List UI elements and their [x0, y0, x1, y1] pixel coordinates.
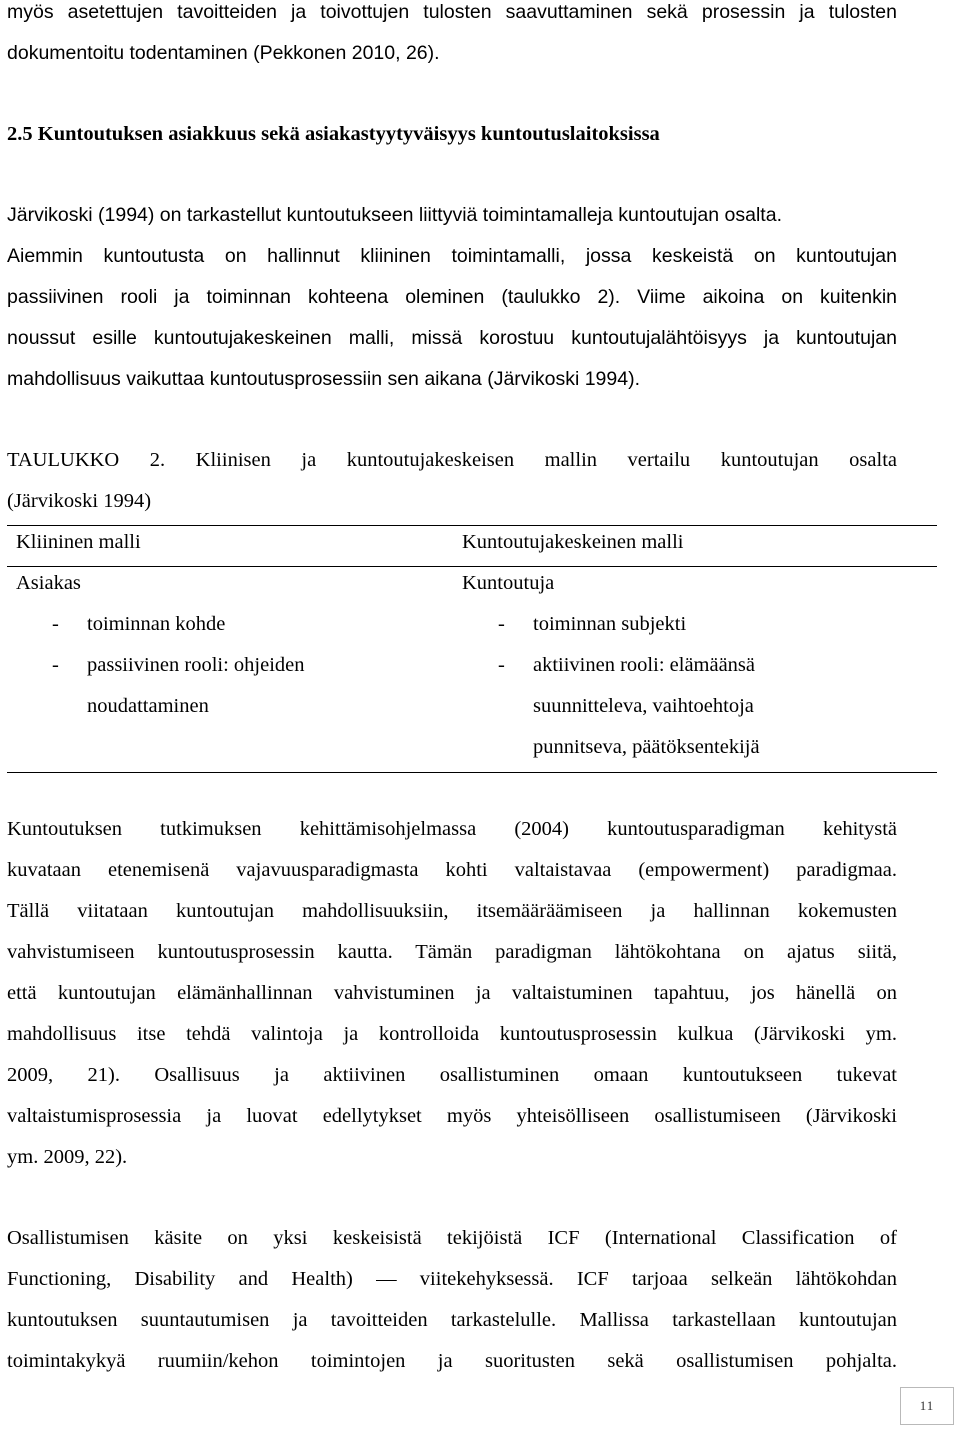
table-caption-line-1: TAULUKKO 2. Kliinisen ja kuntoutujakeskeisen mallin vertailu kuntoutujan osalta: [7, 449, 897, 471]
paragraph3-line-4: toimintakykyä ruumiin/kehon toimintojen ja suoritusten sekä osallistumisen pohjalta.: [7, 1350, 897, 1372]
paragraph2-line-7: 2009, 21). Osallisuus ja aktiivinen osallistuminen omaan kuntoutukseen tukevat: [7, 1064, 897, 1086]
paragraph3-line-3: kuntoutuksen suuntautumisen ja tavoitteiden tarkastelulle. Mallissa tarkastellaan kuntoutujan: [7, 1309, 897, 1331]
paragraph3-line-2: Functioning, Disability and Health) — viitekehyksessä. ICF tarjoaa selkeän lähtökohdan: [7, 1268, 897, 1290]
paragraph2-line-8: valtaistumisprosessia ja luovat edellytykset myös yhteisölliseen osallistumiseen (Järvikoski: [7, 1105, 897, 1127]
table-header-rule: [7, 566, 937, 567]
right-item2-line-1: aktiivinen rooli: elämäänsä: [533, 654, 756, 676]
right-item1-dash: -: [498, 613, 505, 635]
paragraph1-line-1: Järvikoski (1994) on tarkastellut kuntoutukseen liittyviä toimintamalleja kuntoutujan osalta.: [7, 204, 782, 226]
left-item2-line-1: passiivinen rooli: ohjeiden: [87, 654, 305, 676]
intro-line-2: dokumentoitu todentaminen (Pekkonen 2010, 26).: [7, 42, 440, 64]
page-number-box: [900, 1387, 954, 1425]
intro-line-1: myös asetettujen tavoitteiden ja toivottujen tulosten saavuttaminen sekä prosessin ja tulosten: [7, 1, 897, 23]
paragraph1-line-2: Aiemmin kuntoutusta on hallinnut kliininen toimintamalli, jossa keskeistä on kuntoutujan: [7, 245, 897, 267]
paragraph3-line-1: Osallistumisen käsite on yksi keskeisistä tekijöistä ICF (International Classification of: [7, 1227, 897, 1249]
paragraph2-line-6: mahdollisuus itse tehdä valintoja ja kontrolloida kuntoutusprosessin kulkua (Järvikoski ym.: [7, 1023, 897, 1045]
paragraph2-line-1: Kuntoutuksen tutkimuksen kehittämisohjelmassa (2004) kuntoutusparadigman kehitystä: [7, 818, 897, 840]
table-header-client-centred: Kuntoutujakeskeinen malli: [462, 531, 684, 553]
left-item2-line-2: noudattaminen: [87, 695, 209, 717]
paragraph1-line-5: mahdollisuus vaikuttaa kuntoutusprosessiin sen aikana (Järvikoski 1994).: [7, 368, 640, 390]
section-heading: 2.5 Kuntoutuksen asiakkuus sekä asiakastyytyväisyys kuntoutuslaitoksissa: [7, 123, 660, 145]
right-item2-dash: -: [498, 654, 505, 676]
paragraph1-line-4: noussut esille kuntoutujakeskeinen malli, missä korostuu kuntoutujalähtöisyys ja kuntoutujan: [7, 327, 897, 349]
right-item1: toiminnan subjekti: [533, 613, 687, 635]
paragraph2-line-2: kuvataan etenemisenä vajavuusparadigmasta kohti valtaistavaa (empowerment) paradigmaa.: [7, 859, 897, 881]
table-caption-line-2: (Järvikoski 1994): [7, 490, 152, 512]
left-column-title: Asiakas: [16, 572, 81, 594]
right-item2-line-2: suunnitteleva, vaihtoehtoja: [533, 695, 754, 717]
right-item2-line-3: punnitseva, päätöksentekijä: [533, 736, 760, 758]
left-item2-dash: -: [52, 654, 59, 676]
page-number: 11: [919, 1398, 935, 1413]
table-top-rule: [7, 525, 937, 526]
paragraph1-line-3: passiivinen rooli ja toiminnan kohteena oleminen (taulukko 2). Viime aikoina on kuitenkin: [7, 286, 897, 308]
right-column-title: Kuntoutuja: [462, 572, 555, 594]
paragraph2-line-4: vahvistumiseen kuntoutusprosessin kautta. Tämän paradigman lähtökohtana on ajatus siitä,: [7, 941, 897, 963]
paragraph2-line-3: Tällä viitataan kuntoutujan mahdollisuuksiin, itsemääräämiseen ja hallinnan kokemusten: [7, 900, 897, 922]
table-bottom-rule: [7, 772, 937, 773]
left-item1-dash: -: [52, 613, 59, 635]
paragraph2-line-5: että kuntoutujan elämänhallinnan vahvistuminen ja valtaistuminen tapahtuu, jos hänellä on: [7, 982, 897, 1004]
left-item1: toiminnan kohde: [87, 613, 226, 635]
paragraph2-line-9: ym. 2009, 22).: [7, 1146, 128, 1168]
table-header-clinical: Kliininen malli: [16, 531, 141, 553]
